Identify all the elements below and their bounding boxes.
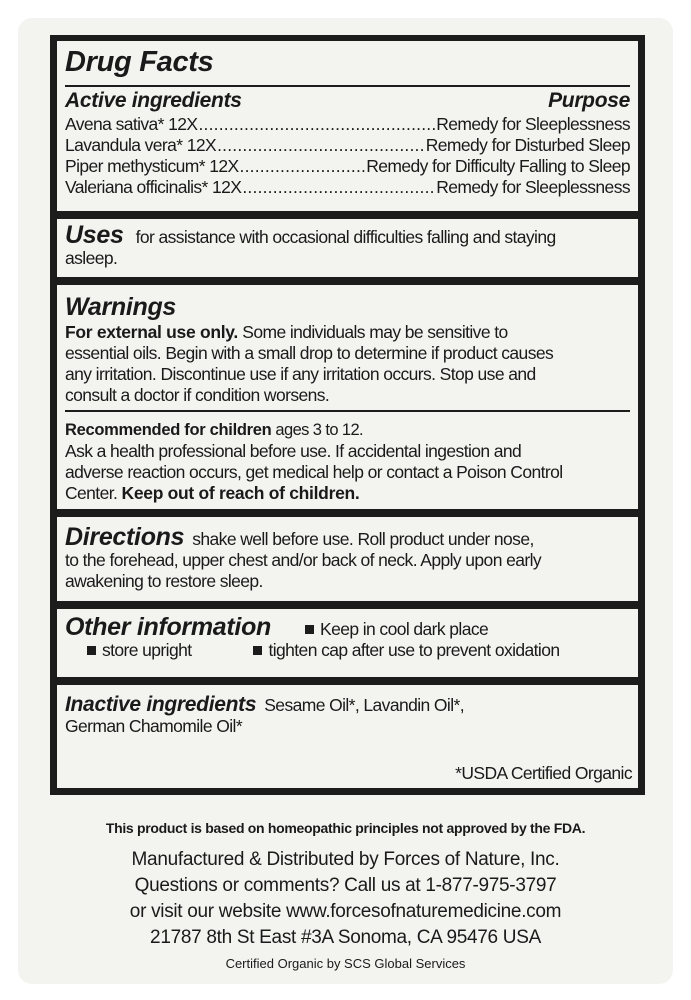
ingredient-purpose: Remedy for Disturbed Sleep bbox=[425, 134, 630, 155]
address: 21787 8th St East #3A Sonoma, CA 95476 USA bbox=[150, 927, 541, 948]
ingredient-purpose: Remedy for Sleeplessness bbox=[436, 113, 630, 134]
other-info-item: Keep in cool dark place bbox=[320, 619, 489, 639]
uses-text: for assistance with occasional difficulties falling and staying bbox=[135, 227, 556, 247]
ingredient-purpose: Remedy for Difficulty Falling to Sleep bbox=[366, 155, 630, 176]
ingredient-row bbox=[65, 156, 630, 177]
inactive-text: German Chamomile Oil* bbox=[65, 716, 243, 736]
purpose-heading: Purpose bbox=[548, 88, 630, 112]
warning-text: consult a doctor if condition worsens. bbox=[65, 385, 330, 405]
other-info-item: store upright bbox=[102, 640, 192, 660]
ingredient-name: Avena sativa* 12X bbox=[65, 113, 198, 134]
inactive-ingredients-section bbox=[57, 685, 638, 788]
keep-out-of-reach: Keep out of reach of children. bbox=[121, 482, 360, 503]
children-age: ages 3 to 12. bbox=[271, 420, 364, 439]
leader-dots bbox=[242, 177, 435, 198]
directions-text: awakening to restore sleep. bbox=[65, 571, 263, 591]
bullet-icon bbox=[253, 646, 262, 655]
external-use-warning: For external use only. bbox=[65, 322, 238, 342]
directions-text: to the forehead, upper chest and/or back of neck. Apply upon early bbox=[65, 550, 542, 570]
directions-section bbox=[57, 517, 638, 601]
fda-disclaimer: This product is based on homeopathic principles not approved by the FDA. bbox=[105, 820, 586, 836]
warnings-heading: Warnings bbox=[65, 293, 177, 321]
organic-note: *USDA Certified Organic bbox=[455, 763, 632, 783]
directions-heading: Directions bbox=[65, 523, 185, 551]
active-ingredients-section bbox=[57, 41, 638, 211]
bullet-icon bbox=[305, 625, 314, 634]
uses-heading: Uses bbox=[65, 221, 124, 249]
divider bbox=[65, 85, 630, 87]
website: or visit our website www.forcesofnaturemedicine.com bbox=[129, 901, 562, 922]
directions-text: shake well before use. Roll product under nose, bbox=[192, 529, 534, 549]
drug-facts-title: Drug Facts bbox=[65, 46, 214, 78]
warning-text: Ask a health professional before use. If accidental ingestion and bbox=[65, 440, 522, 461]
ingredient-row bbox=[65, 177, 630, 198]
warning-text: adverse reaction occurs, get medical help or contact a Poison Control bbox=[65, 461, 563, 482]
inactive-ingredients-heading: Inactive ingredients bbox=[65, 693, 257, 716]
leader-dots bbox=[240, 156, 366, 177]
warning-text: essential oils. Begin with a small drop to determine if product causes bbox=[65, 343, 554, 363]
uses-section bbox=[57, 219, 638, 277]
ingredient-row bbox=[65, 135, 630, 156]
other-info-item: tighten cap after use to prevent oxidation bbox=[268, 640, 560, 660]
divider bbox=[65, 410, 630, 412]
ingredient-row bbox=[65, 114, 630, 135]
other-information-heading: Other information bbox=[65, 613, 272, 641]
ingredient-name: Valeriana officinalis* 12X bbox=[65, 176, 242, 197]
warning-text: any irritation. Discontinue use if any irritation occurs. Stop use and bbox=[65, 364, 536, 384]
warning-text: Center. bbox=[65, 482, 122, 503]
leader-dots bbox=[199, 114, 436, 135]
phone-contact: Questions or comments? Call us at 1-877-975-3797 bbox=[134, 875, 557, 896]
ingredient-purpose: Remedy for Sleeplessness bbox=[436, 176, 630, 197]
warning-text: Some individuals may be sensitive to bbox=[238, 322, 508, 342]
children-recommendation: Recommended for children bbox=[65, 420, 272, 439]
uses-text: asleep. bbox=[65, 248, 118, 268]
ingredient-name: Piper methysticum* 12X bbox=[65, 155, 239, 176]
inactive-text: Sesame Oil*, Lavandin Oil*, bbox=[264, 695, 464, 715]
other-information-section bbox=[57, 609, 638, 677]
drug-facts-panel bbox=[50, 35, 645, 795]
active-ingredients-heading: Active ingredients bbox=[65, 88, 242, 112]
ingredient-name: Lavandula vera* 12X bbox=[65, 134, 217, 155]
bullet-icon bbox=[87, 646, 96, 655]
certification: Certified Organic by SCS Global Services bbox=[225, 956, 466, 971]
leader-dots bbox=[217, 135, 425, 156]
manufacturer: Manufactured & Distributed by Forces of Nature, Inc. bbox=[131, 849, 560, 870]
active-header bbox=[65, 88, 630, 114]
warnings-section bbox=[57, 285, 638, 509]
